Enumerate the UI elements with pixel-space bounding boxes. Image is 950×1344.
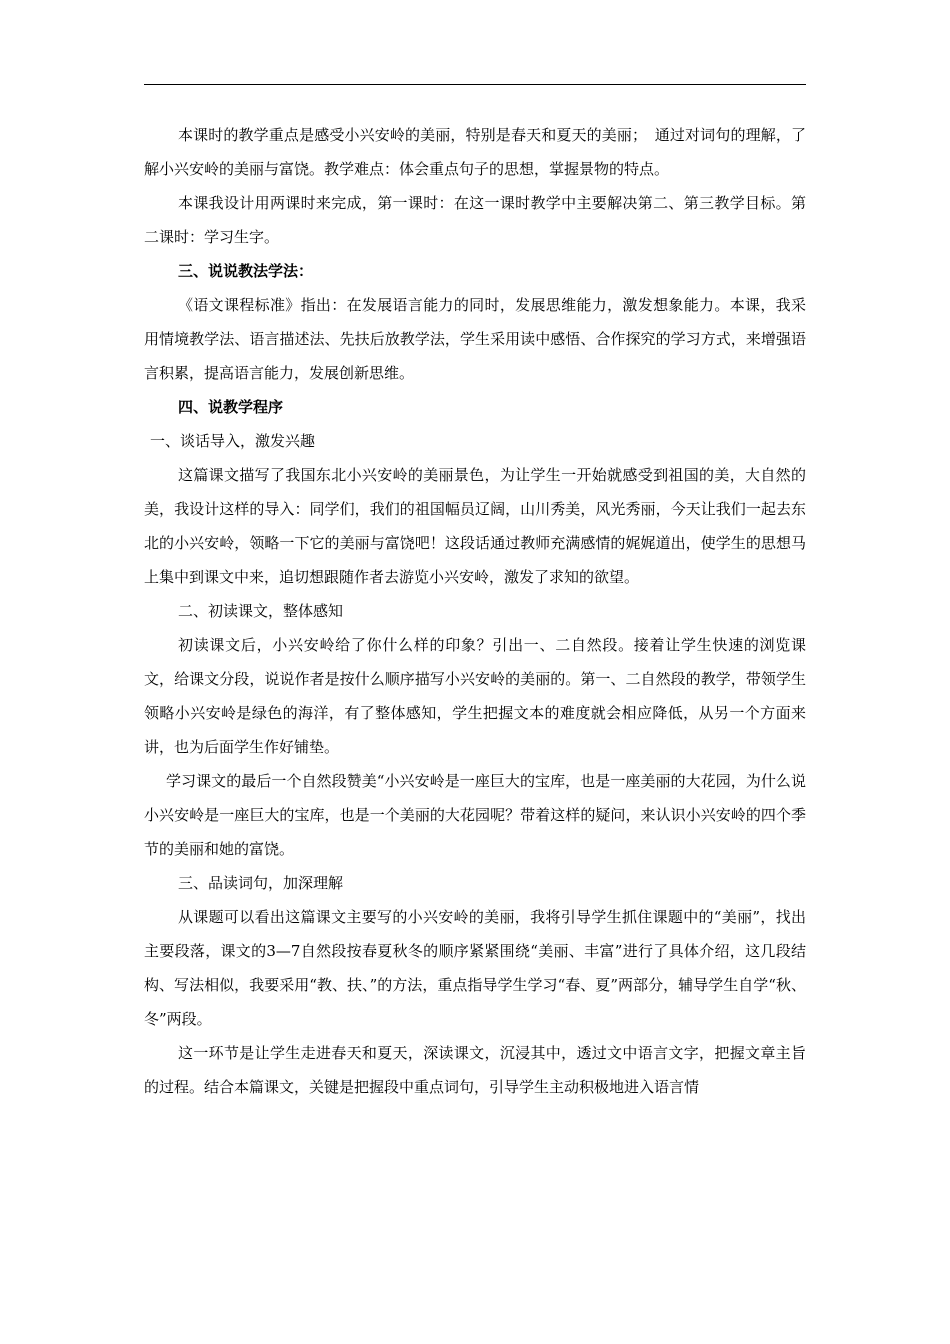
subheading-close-reading: 三、品读词句，加深理解 [178, 874, 344, 892]
paragraph-first-reading: 初读课文后，小兴安岭给了你什么样的印象？引出一、二自然段。接着让学生快速的浏览课文，给课文分段，说说作者是按什么顺序描写小兴安岭的美丽的。第一、二自然段的教学，带领学生领略小兴安岭是绿色的海洋，有了整体感知，学生把握文本的难度就会相应降低，从另一个方面来讲，也为后面学生作好铺垫。 [144, 636, 806, 756]
paragraph-close-reading: 从课题可以看出这篇课文主要写的小兴安岭的美丽，我将引导学生抓住课题中的“美丽”，找出主要段落，课文的3—7自然段按春夏秋冬的顺序紧紧围绕“美丽、丰富”进行了具体介绍，这几段结构、写法相似，我要采用“教、扶、”的方法，重点指导学生学习“春、夏”两部分，辅导学生自学“秋、冬”两段。 [144, 908, 806, 1028]
paragraph-introduction: 这篇课文描写了我国东北小兴安岭的美丽景色，为让学生一开始就感受到祖国的美，大自然的美，我设计这样的导入：同学们，我们的祖国幅员辽阔，山川秀美，风光秀丽，今天让我们一起去东北的小兴安岭，领略一下它的美丽与富饶吧！这段话通过教师充满感情的娓娓道出，使学生的思想马上集中到课文中来，追切想跟随作者去游览小兴安岭，激发了求知的欲望。 [144, 466, 806, 586]
subheading-first-reading: 二、初读课文，整体感知 [178, 602, 344, 620]
subheading-introduction: 一、谈话导入，激发兴趣 [150, 432, 316, 450]
section-heading-methods: 三、说说教法学法： [178, 262, 314, 280]
paragraph-methods: 《语文课程标准》指出：在发展语言能力的同时，发展思维能力，激发想象能力。本课，我采用情境教学法、语言描述法、先扶后放教学法，学生采用读中感悟、合作探究的学习方式，来增强语言积累，提高语言能力，发展创新思维。 [144, 296, 806, 382]
section-heading-procedure: 四、说教学程序 [178, 398, 284, 416]
paragraph-last-section: 学习课文的最后一个自然段赞美“小兴安岭是一座巨大的宝库，也是一座美丽的大花园，为什么说小兴安岭是一座巨大的宝库，也是一个美丽的大花园呢？带着这样的疑问，来认识小兴安岭的四个季节的美丽和她的富饶。 [144, 772, 806, 858]
paragraph-teaching-focus: 本课时的教学重点是感受小兴安岭的美丽，特别是春天和夏天的美丽； 通过对词句的理解，了解小兴安岭的美丽与富饶。教学难点：体会重点句子的思想，掌握景物的特点。 [144, 126, 806, 178]
document-body [144, 118, 806, 1104]
paragraph-lesson-plan: 本课我设计用两课时来完成，第一课时：在这一课时教学中主要解决第二、第三教学目标。第二课时：学习生字。 [144, 194, 806, 246]
paragraph-spring-summer: 这一环节是让学生走进春天和夏天，深读课文，沉浸其中，透过文中语言文字，把握文章主旨的过程。结合本篇课文，关键是把握段中重点词句，引导学生主动积极地进入语言情 [144, 1044, 806, 1096]
header-rule [144, 84, 806, 85]
